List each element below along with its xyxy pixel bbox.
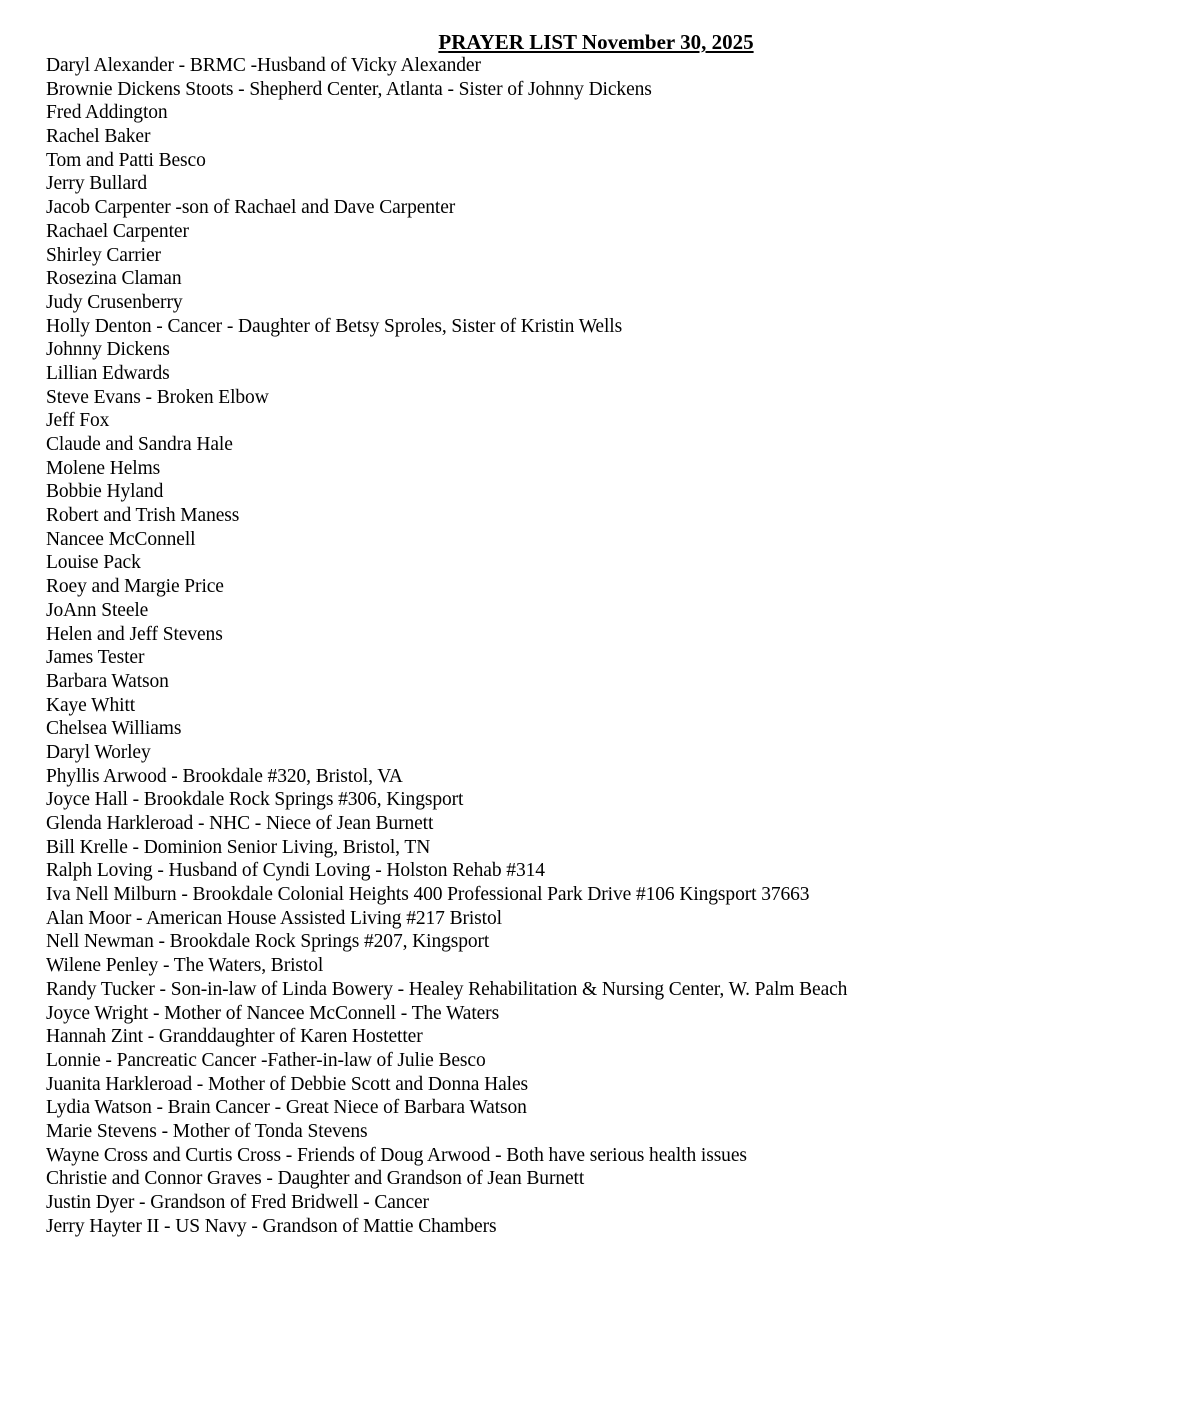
prayer-list-item: Louise Pack xyxy=(46,552,141,574)
prayer-list-item: Helen and Jeff Stevens xyxy=(46,623,223,645)
prayer-list-item: JoAnn Steele xyxy=(46,599,149,621)
prayer-list-item: Marie Stevens - Mother of Tonda Stevens xyxy=(46,1120,368,1142)
prayer-list-item: Lydia Watson - Brain Cancer - Great Niece of Barbara Watson xyxy=(46,1097,527,1119)
prayer-list-item: Fred Addington xyxy=(46,102,168,124)
prayer-list-item: Juanita Harkleroad - Mother of Debbie Scott and Donna Hales xyxy=(46,1073,528,1095)
prayer-list-item: Rachel Baker xyxy=(46,126,151,148)
prayer-list-item: Randy Tucker - Son-in-law of Linda Bowery - Healey Rehabilitation & Nursing Center, W. Palm Beach xyxy=(46,978,848,1000)
prayer-list-item: Roey and Margie Price xyxy=(46,576,224,598)
prayer-list-item: Justin Dyer - Grandson of Fred Bridwell - Cancer xyxy=(46,1192,429,1213)
prayer-list-item: Alan Moor - American House Assisted Living #217 Bristol xyxy=(46,907,502,929)
prayer-list-item: Judy Crusenberry xyxy=(46,291,183,313)
prayer-list-item: Ralph Loving - Husband of Cyndi Loving - Holston Rehab #314 xyxy=(46,860,545,882)
page-title: PRAYER LIST November 30, 2025 xyxy=(438,30,754,54)
prayer-list-item: Joyce Hall - Brookdale Rock Springs #306, Kingsport xyxy=(46,789,464,811)
prayer-list-item: Bobbie Hyland xyxy=(46,481,164,503)
prayer-list-item: Wilene Penley - The Waters, Bristol xyxy=(46,955,324,977)
prayer-list-item: Kaye Whitt xyxy=(46,694,136,716)
prayer-list-item: Chelsea Williams xyxy=(46,718,182,740)
prayer-list-item: Glenda Harkleroad - NHC - Niece of Jean Burnett xyxy=(46,813,434,834)
prayer-list-item: Christie and Connor Graves - Daughter and Grandson of Jean Burnett xyxy=(46,1168,585,1190)
prayer-list-item: Hannah Zint - Granddaughter of Karen Hostetter xyxy=(46,1026,423,1048)
prayer-list-item: Tom and Patti Besco xyxy=(46,149,206,171)
prayer-list-item: Brownie Dickens Stoots - Shepherd Center, Atlanta - Sister of Johnny Dickens xyxy=(46,78,652,100)
prayer-list-item: Holly Denton - Cancer - Daughter of Betsy Sproles, Sister of Kristin Wells xyxy=(46,315,623,337)
prayer-list xyxy=(46,54,847,1238)
prayer-list-item: Steve Evans - Broken Elbow xyxy=(46,386,269,408)
prayer-list-item: Wayne Cross and Curtis Cross - Friends of Doug Arwood - Both have serious health issues xyxy=(46,1144,747,1166)
prayer-list-item: Nancee McConnell xyxy=(46,528,196,550)
prayer-list-item: Lonnie - Pancreatic Cancer -Father-in-law of Julie Besco xyxy=(46,1049,486,1071)
prayer-list-item: Molene Helms xyxy=(46,457,161,479)
prayer-list-item: Lillian Edwards xyxy=(46,362,170,384)
prayer-list-item: Jerry Hayter II - US Navy - Grandson of Mattie Chambers xyxy=(46,1215,497,1237)
prayer-list-item: Jerry Bullard xyxy=(46,173,148,195)
prayer-list-item: Claude and Sandra Hale xyxy=(46,434,233,455)
prayer-list-item: Phyllis Arwood - Brookdale #320, Bristol, VA xyxy=(46,765,403,787)
prayer-list-item: Daryl Alexander - BRMC -Husband of Vicky Alexander xyxy=(46,55,481,76)
prayer-list-item: Rosezina Claman xyxy=(46,268,182,290)
prayer-list-item: James Tester xyxy=(46,647,145,669)
prayer-list-item: Iva Nell Milburn - Brookdale Colonial Heights 400 Professional Park Drive #106 Kingsport 37663 xyxy=(46,884,810,906)
prayer-list-item: Nell Newman - Brookdale Rock Springs #207, Kingsport xyxy=(46,931,490,953)
prayer-list-item: Rachael Carpenter xyxy=(46,220,189,242)
prayer-list-item: Barbara Watson xyxy=(46,670,169,692)
prayer-list-item: Johnny Dickens xyxy=(46,339,170,361)
prayer-list-item: Robert and Trish Maness xyxy=(46,505,240,527)
prayer-list-item: Jeff Fox xyxy=(46,410,110,432)
prayer-list-item: Joyce Wright - Mother of Nancee McConnell - The Waters xyxy=(46,1002,500,1024)
prayer-list-item: Jacob Carpenter -son of Rachael and Dave Carpenter xyxy=(46,197,456,219)
prayer-list-item: Shirley Carrier xyxy=(46,244,161,266)
prayer-list-item: Daryl Worley xyxy=(46,741,151,763)
prayer-list-item: Bill Krelle - Dominion Senior Living, Bristol, TN xyxy=(46,836,431,858)
